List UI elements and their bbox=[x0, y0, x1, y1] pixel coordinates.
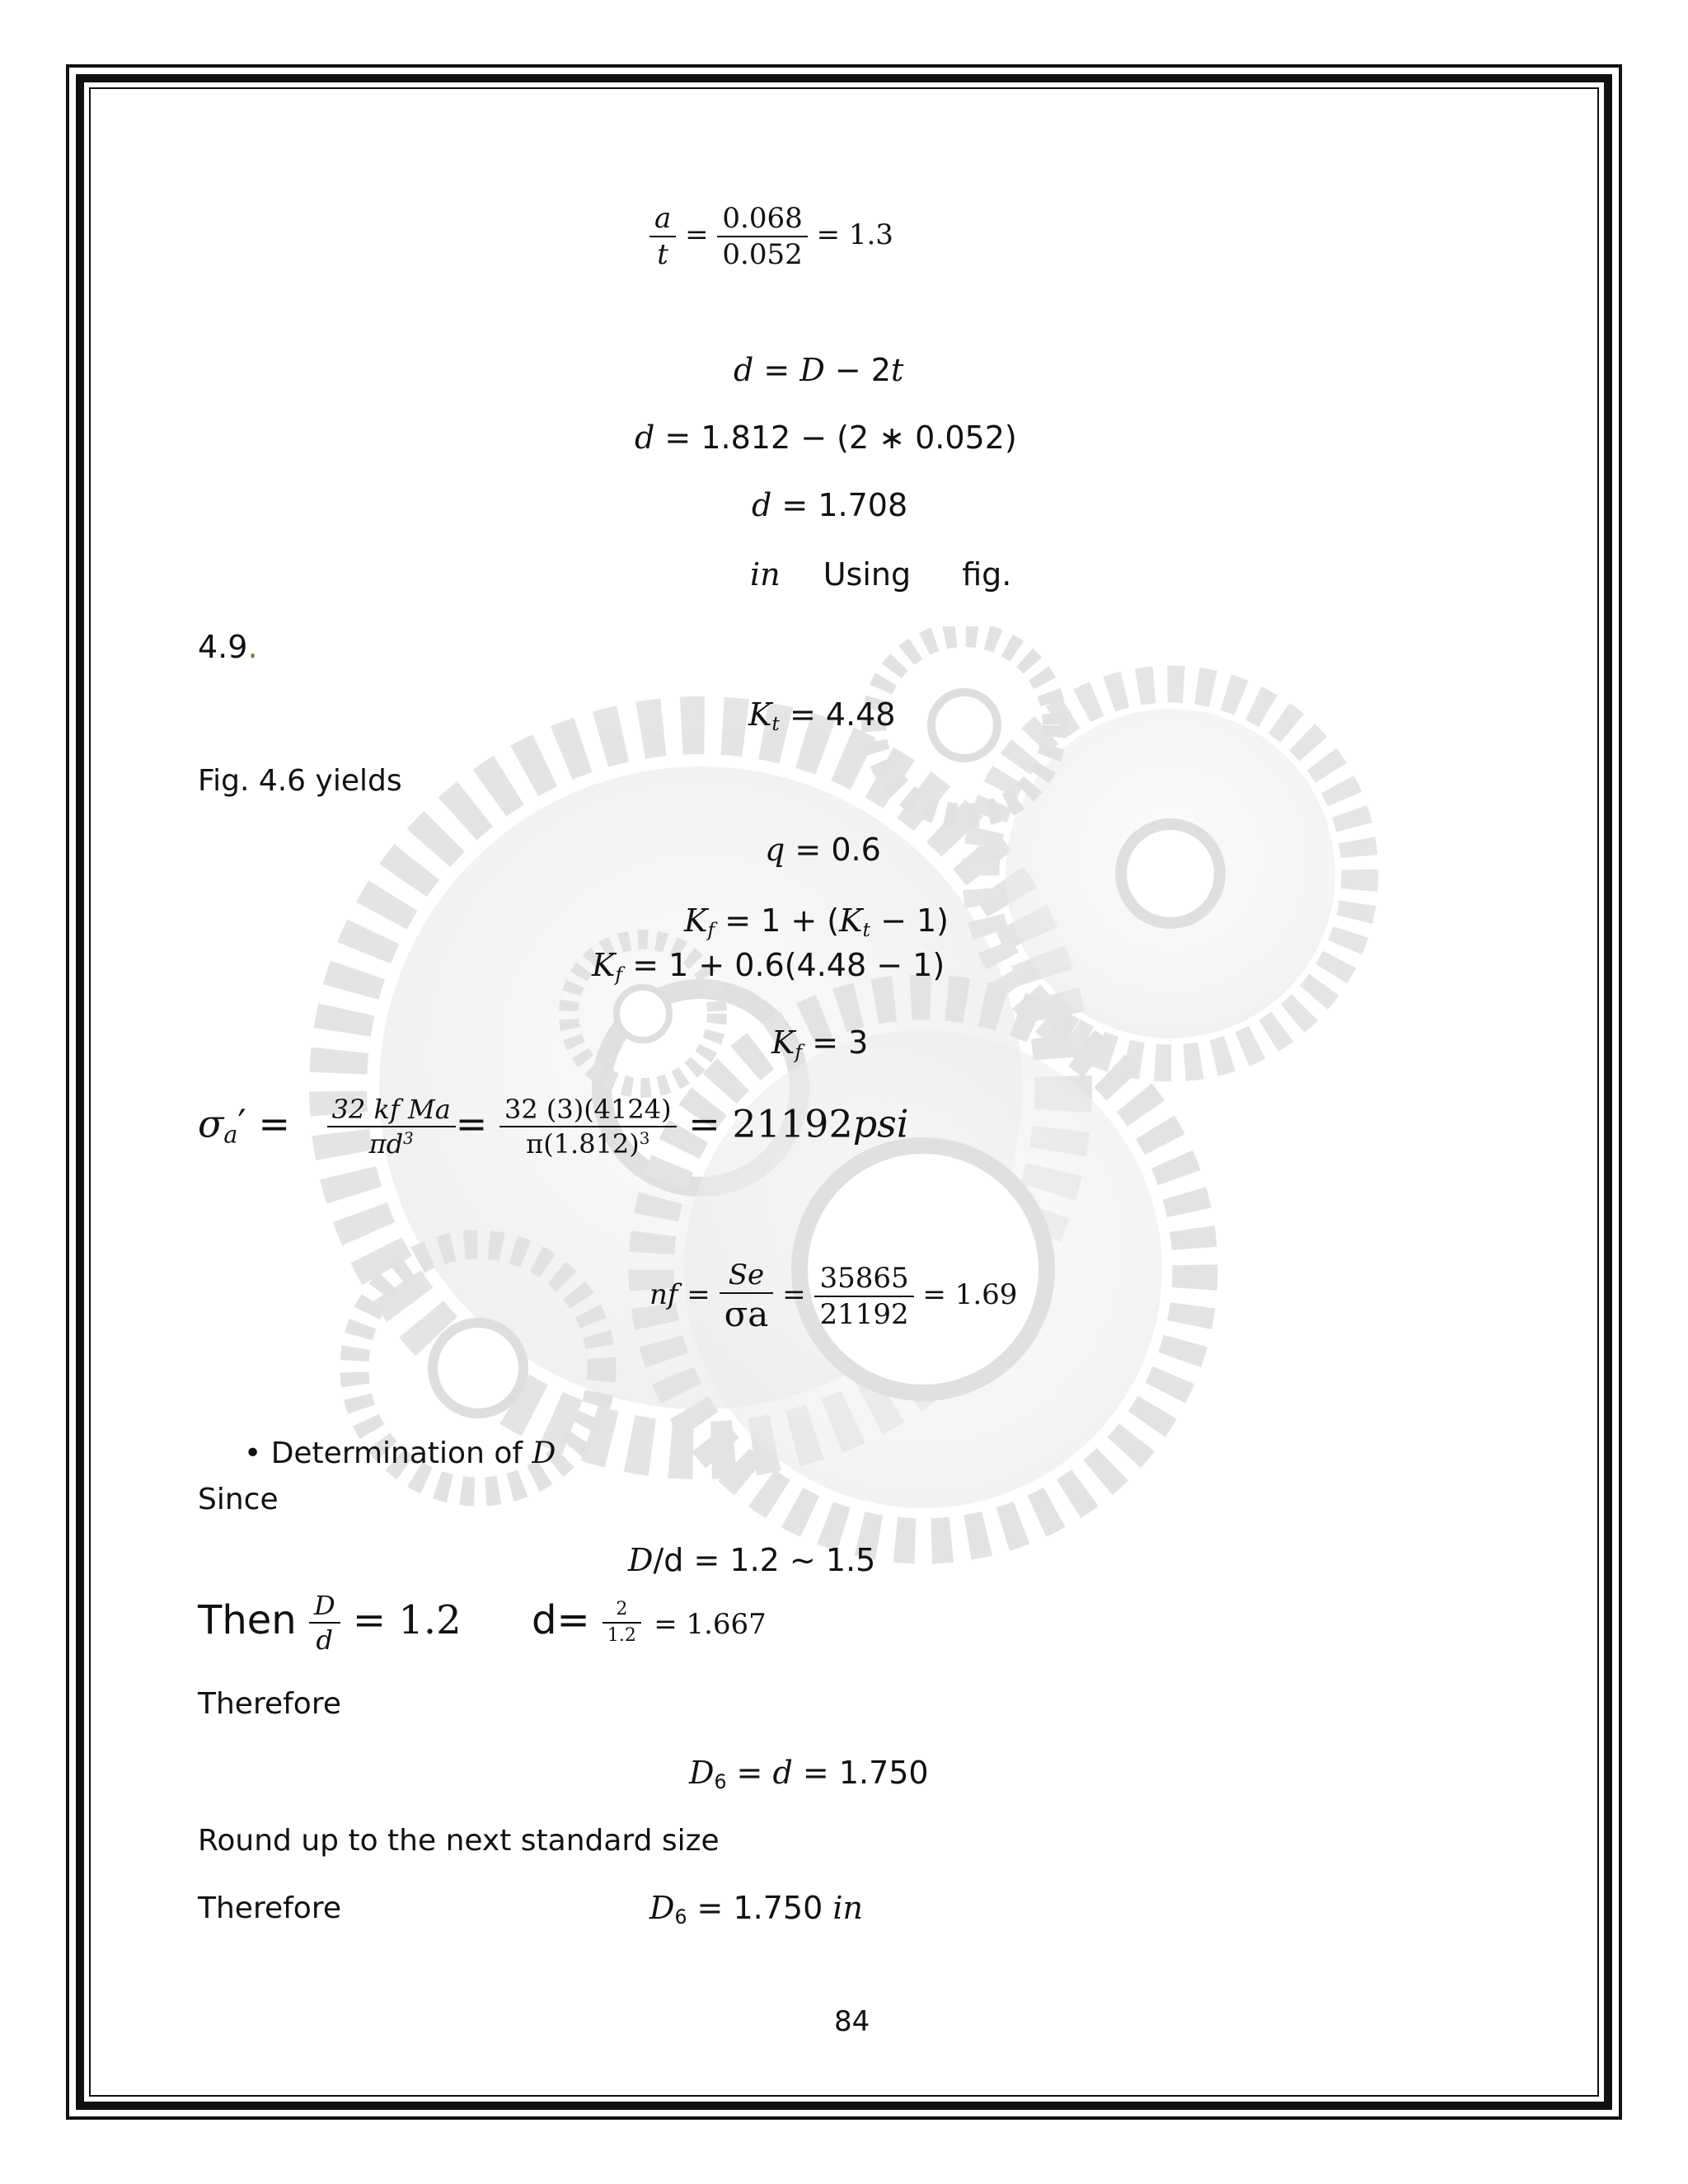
fraction-denominator: d bbox=[316, 1624, 334, 1656]
fraction-denominator: 0.052 bbox=[722, 238, 803, 271]
fraction-numerator: 2 bbox=[603, 1601, 641, 1624]
fraction-denominator: 1.2 bbox=[607, 1625, 636, 1646]
text-round-up: Round up to the next standard size bbox=[198, 1824, 720, 1858]
equation-d-substitution: d = 1.812 − (2 ∗ 0.052) bbox=[635, 419, 1017, 456]
equation-ratio-range: D/d = 1.2 ~ 1.5 bbox=[628, 1542, 876, 1578]
equation-d-result: d = 1.708 bbox=[752, 487, 908, 523]
equation-kf-substitution: $K_f = 1 + 0.6(4.48 - 1)$ bbox=[592, 947, 945, 986]
equation-d6-equals-d: $D_6 = d = 1.750$ bbox=[689, 1755, 929, 1793]
equation-kf-result: $K_f = 3$ bbox=[771, 1024, 869, 1063]
equation-kf-formula: $K_f = 1 + (K_t - 1)$ bbox=[684, 902, 949, 941]
fraction-numerator: Se bbox=[720, 1261, 774, 1294]
equation-a-over-t: $\frac{a}{t}$ = $\frac{0.068}{0.052}$ = 1.3 bbox=[649, 204, 893, 269]
bullet-icon: • bbox=[244, 1436, 262, 1470]
fraction-numerator: 0.068 bbox=[717, 204, 807, 237]
text-fig-4-6-yields: Fig. 4.6 yields bbox=[198, 764, 402, 798]
fraction-numerator: D bbox=[309, 1592, 340, 1624]
fraction-numerator: 32 (3)(4124) bbox=[499, 1096, 677, 1127]
fraction-denominator: 21192 bbox=[819, 1298, 909, 1331]
equation-then: Then $\frac{D}{d}$ = 1.2 d= $\frac{2}{1.2}$ = 1.667 bbox=[198, 1590, 767, 1656]
fraction-numerator: 35865 bbox=[814, 1264, 913, 1297]
fraction-denominator: σa bbox=[724, 1294, 769, 1334]
equation-kt: $K_t = 4.48$ bbox=[748, 696, 896, 735]
fig-reference-4-9: 4.9. bbox=[198, 629, 258, 665]
equation-d-definition: d = D − 2t bbox=[734, 352, 904, 388]
text-therefore-1: Therefore bbox=[198, 1687, 341, 1721]
fraction-numerator: a bbox=[649, 204, 676, 237]
text-since: Since bbox=[198, 1483, 279, 1516]
equation-nf: nf = $\frac{Se}{\sigma a}$ = $\frac{35865}{21192}$ = 1.69 bbox=[649, 1258, 1018, 1334]
fraction-denominator: t bbox=[657, 238, 668, 271]
equation-d6-final: $D_6 = 1.750$ in bbox=[649, 1890, 863, 1929]
text-therefore-2: Therefore bbox=[198, 1891, 341, 1925]
page-number: 84 bbox=[834, 2005, 870, 2038]
equation-q: q = 0.6 bbox=[765, 832, 881, 868]
equation-sigma-a: $\sigma_a'$ = $\frac{\text{32 kf Ma}}{\pi d^3}$ = $\frac{32 (3)(4124)}{\pi(1.812)^3}$ = 21192psi bbox=[198, 1094, 909, 1160]
line-using-fig: in Using fig. bbox=[750, 556, 1012, 593]
bullet-determination-of-d: • Determination of D bbox=[244, 1436, 556, 1470]
fraction-numerator: 32 kf Ma bbox=[327, 1096, 456, 1127]
equation-result: = 1.3 bbox=[816, 218, 893, 251]
